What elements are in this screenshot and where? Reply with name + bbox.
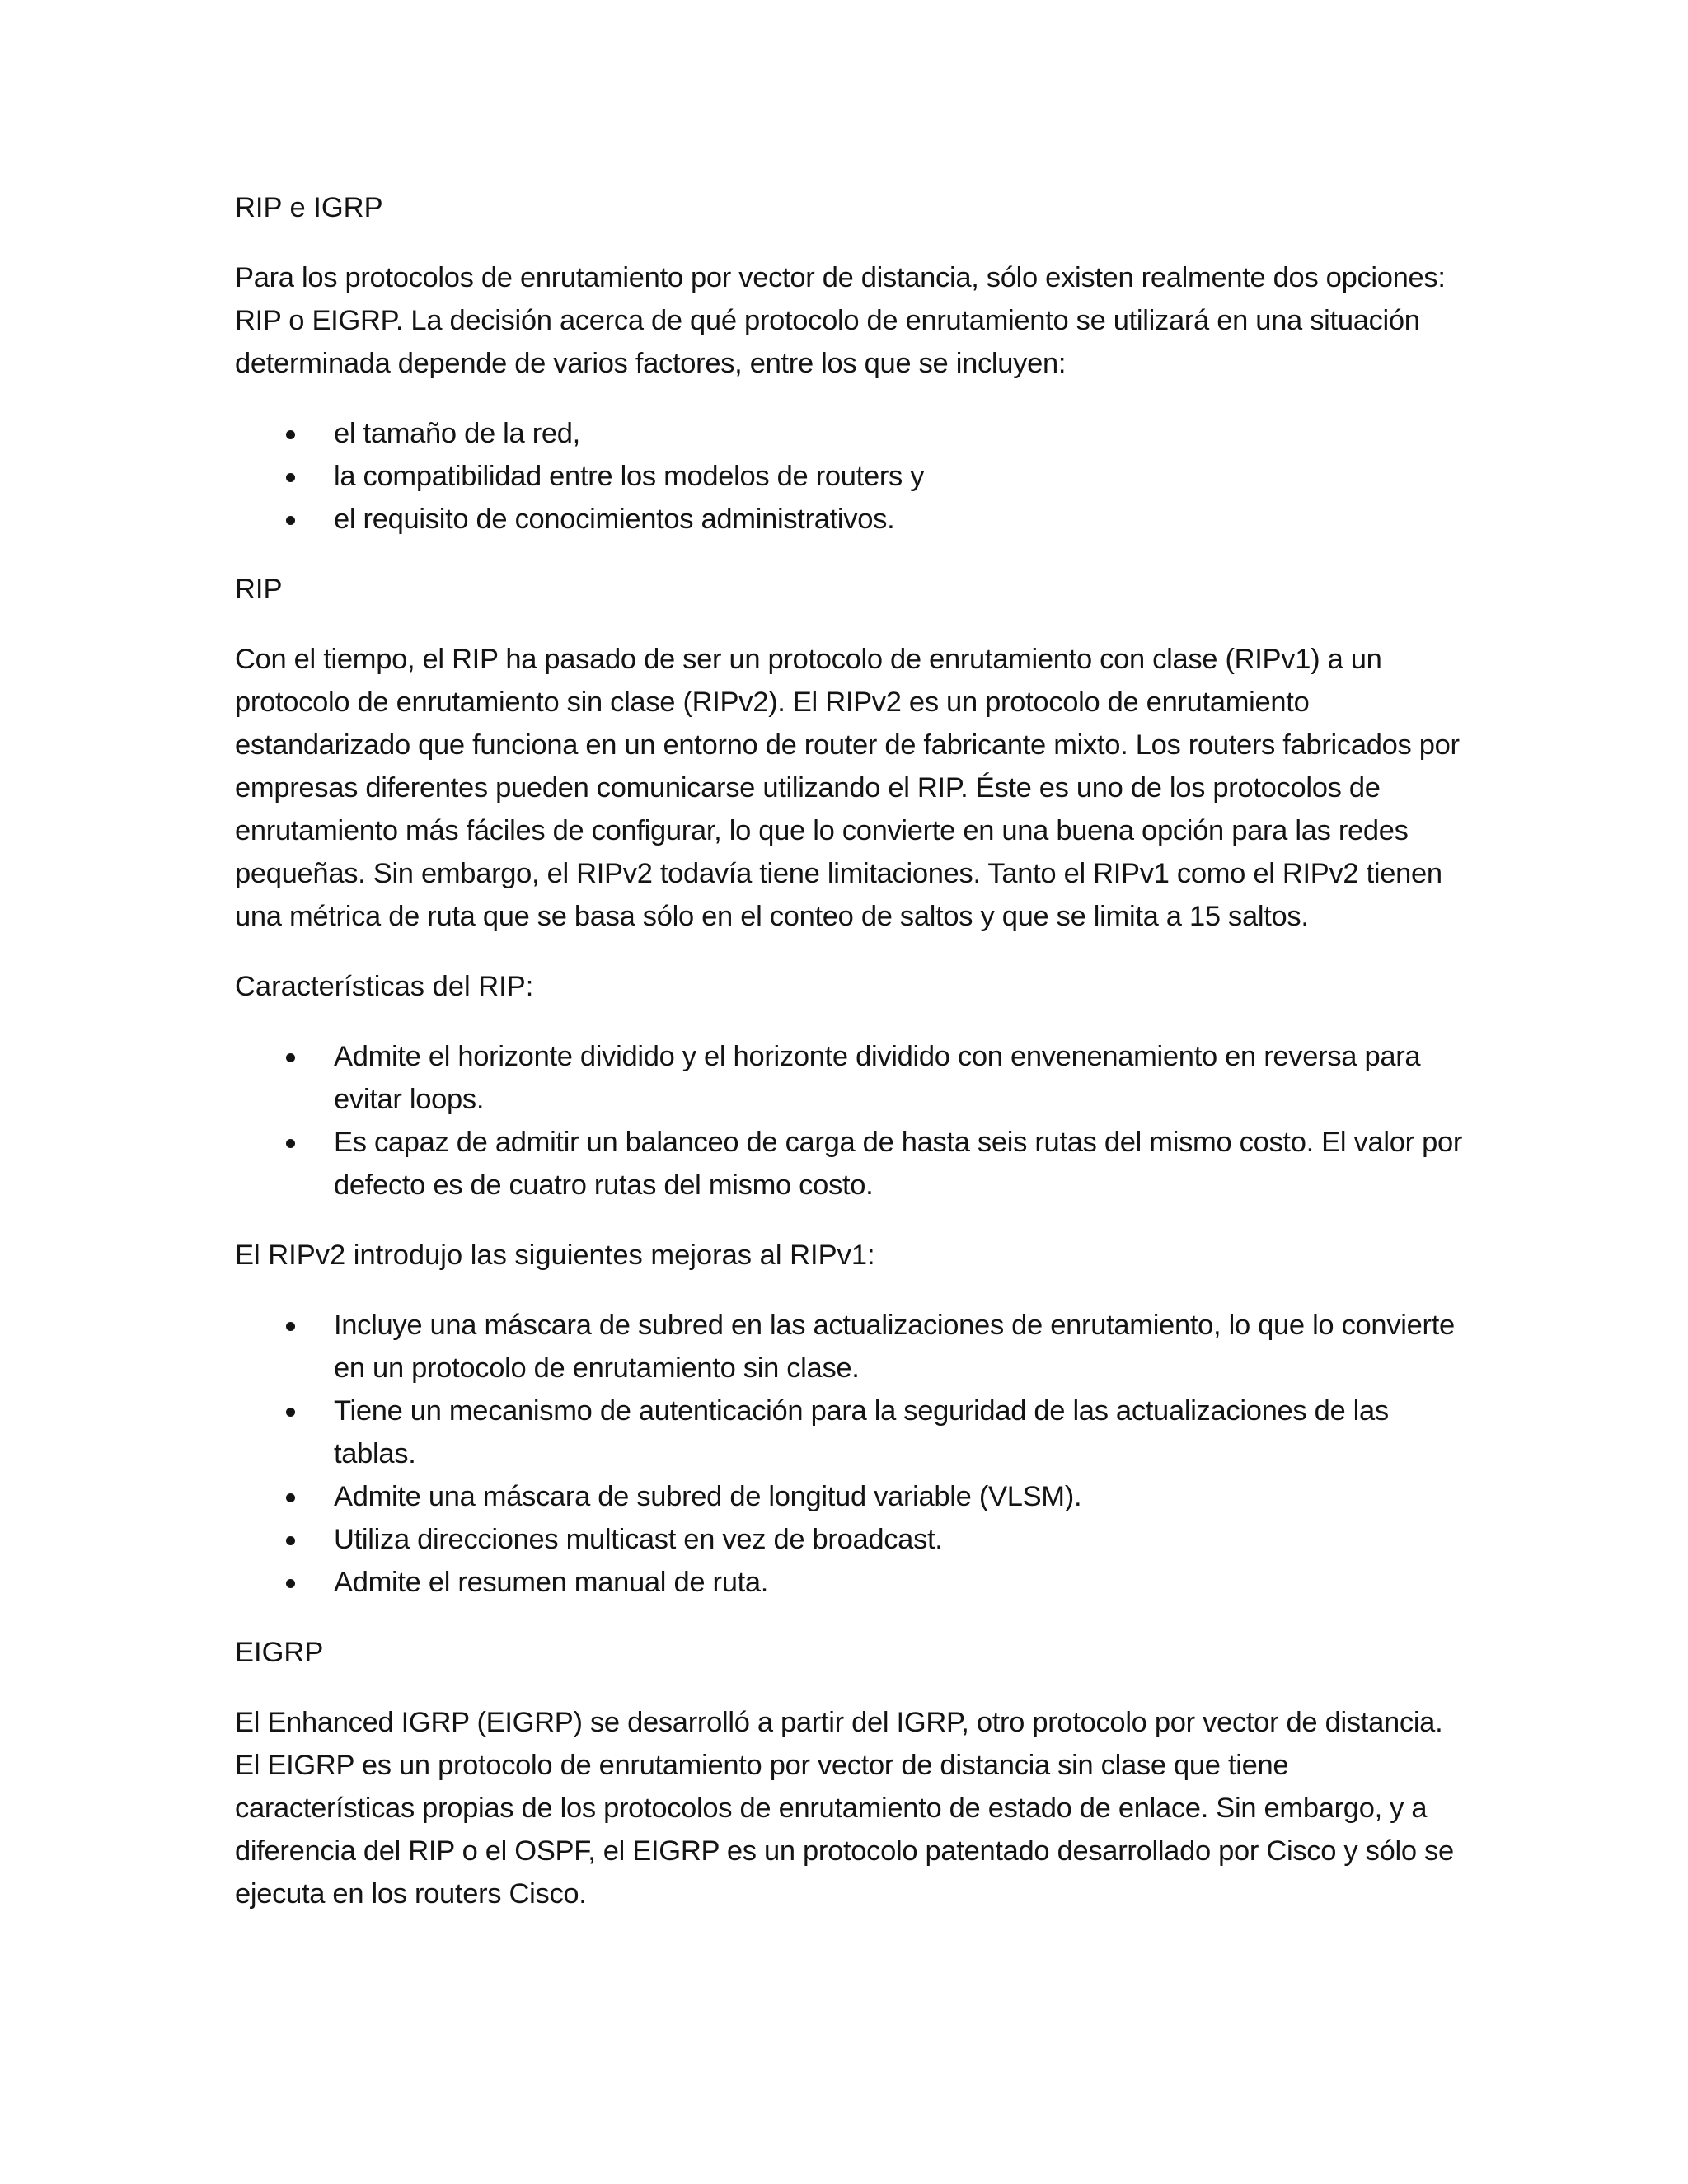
ripv2-improvements-list — [235, 1304, 1471, 1604]
rip-features-list — [235, 1035, 1471, 1207]
list-item — [235, 1561, 1471, 1604]
bullet-icon — [286, 1139, 295, 1148]
rip-paragraph: Con el tiempo, el RIP ha pasado de ser un protocolo de enrutamiento con clase (RIPv1) a un protocolo de enrutamiento sin clase (RIPv2). El RIPv2 es un protocolo de enrutamiento estandarizado que funciona en un entorno de router de fabricante mixto. Los routers fabricados por empresas diferentes pueden comunicarse utilizando el RIP. Éste es uno de los protocolos de enrutamiento más fáciles de configurar, lo que lo convierte en una buena opción para las redes pequeñas. Sin embargo, el RIPv2 todavía tiene limitaciones. Tanto el RIPv1 como el RIPv2 tienen una métrica de ruta que se basa sólo en el conteo de saltos y que se limita a 15 saltos. — [235, 644, 1460, 932]
list-item-text: Tiene un mecanismo de autenticación para la seguridad de las actualizaciones de las tablas. — [334, 1395, 1389, 1469]
factors-list — [235, 412, 1471, 541]
list-item-text: la compatibilidad entre los modelos de routers y — [334, 461, 925, 492]
rip-heading: RIP — [235, 574, 283, 605]
list-item-text: Utiliza direcciones multicast en vez de broadcast. — [334, 1524, 943, 1555]
list-item-text: el requisito de conocimientos administrativos. — [334, 504, 895, 535]
bullet-icon — [286, 1322, 295, 1331]
bullet-icon — [286, 1579, 295, 1588]
list-item — [235, 412, 1471, 455]
list-item — [235, 1035, 1471, 1121]
bullet-icon — [286, 1493, 295, 1502]
list-item-text: Es capaz de admitir un balanceo de carga de hasta seis rutas del mismo costo. El valor por defecto es de cuatro rutas del mismo costo. — [334, 1127, 1463, 1201]
bullet-icon — [286, 1053, 295, 1062]
bullet-icon — [286, 430, 295, 439]
document-page — [235, 186, 1471, 1943]
eigrp-heading: EIGRP — [235, 1637, 324, 1668]
list-item-text: Admite el resumen manual de ruta. — [334, 1567, 769, 1598]
list-item — [235, 1121, 1471, 1207]
intro-paragraph: Para los protocolos de enrutamiento por vector de distancia, sólo existen realmente dos opciones: RIP o EIGRP. La decisión acerca de qué protocolo de enrutamiento se utilizará en una situación determinada depende de varios factores, entre los que se incluyen: — [235, 262, 1446, 379]
bullet-icon — [286, 1536, 295, 1545]
eigrp-paragraph: El Enhanced IGRP (EIGRP) se desarrolló a partir del IGRP, otro protocolo por vector de distancia. El EIGRP es un protocolo de enrutamiento por vector de distancia sin clase que tiene características propias de los protocolos de enrutamiento de estado de enlace. Sin embargo, y a diferencia del RIP o el OSPF, el EIGRP es un protocolo patentado desarrollado por Cisco y sólo se ejecuta en los routers Cisco. — [235, 1707, 1454, 1910]
bullet-icon — [286, 1408, 295, 1417]
list-item — [235, 1518, 1471, 1561]
rip-features-heading: Características del RIP: — [235, 971, 534, 1002]
list-item — [235, 498, 1471, 541]
bullet-icon — [286, 516, 295, 525]
list-item-text: el tamaño de la red, — [334, 418, 580, 449]
list-item-text: Incluye una máscara de subred en las actualizaciones de enrutamiento, lo que lo convierte en un protocolo de enrutamiento sin clase. — [334, 1310, 1455, 1384]
list-item — [235, 455, 1471, 498]
list-item — [235, 1304, 1471, 1390]
list-item-text: Admite el horizonte dividido y el horizonte dividido con envenenamiento en reversa para evitar loops. — [334, 1041, 1421, 1115]
document-title: RIP e IGRP — [235, 192, 383, 223]
ripv2-improvements-heading: El RIPv2 introdujo las siguientes mejoras al RIPv1: — [235, 1240, 875, 1271]
list-item-text: Admite una máscara de subred de longitud variable (VLSM). — [334, 1481, 1082, 1512]
bullet-icon — [286, 473, 295, 482]
list-item — [235, 1475, 1471, 1518]
list-item — [235, 1390, 1471, 1475]
